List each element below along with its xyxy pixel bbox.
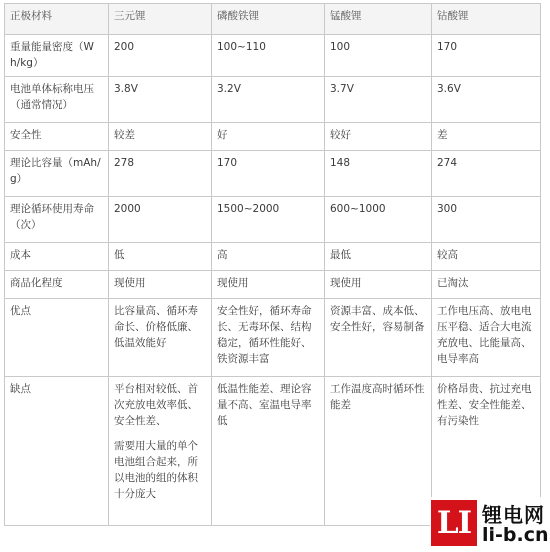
table-cell: 资源丰富、成本低、安全性好，容易制备 bbox=[325, 299, 432, 377]
table-cell: 较高 bbox=[432, 243, 541, 271]
battery-comparison-table bbox=[4, 3, 541, 526]
table-cell: 已淘汰 bbox=[432, 271, 541, 299]
table-cell: 3.8V bbox=[109, 77, 212, 123]
header-cell: 三元锂 bbox=[109, 4, 212, 35]
table-row bbox=[5, 299, 541, 377]
table-cell: 安全性好，循环寿命长、无毒环保、结构稳定，循环性能好、铁资源丰富 bbox=[212, 299, 325, 377]
table-cell: 200 bbox=[109, 35, 212, 77]
table-cell: 低温性能差、理论容量不高、室温电导率低 bbox=[212, 377, 325, 526]
logo-badge: LI bbox=[431, 500, 477, 546]
table-cell: 300 bbox=[432, 197, 541, 243]
table-row bbox=[5, 77, 541, 123]
table-row bbox=[5, 243, 541, 271]
table-cell: 现使用 bbox=[212, 271, 325, 299]
cell-paragraph: 需要用大量的单个电池组合起来，所以电池的组的体积十分庞大 bbox=[114, 440, 198, 500]
row-label-cell: 商品化程度 bbox=[5, 271, 109, 299]
row-label-cell: 优点 bbox=[5, 299, 109, 377]
header-cell: 锰酸锂 bbox=[325, 4, 432, 35]
row-label-cell: 重量能量密度（Wh/kg） bbox=[5, 35, 109, 77]
header-cell: 正极材料 bbox=[5, 4, 109, 35]
table-cell: 600~1000 bbox=[325, 197, 432, 243]
table-cell: 3.6V bbox=[432, 77, 541, 123]
row-label-cell: 安全性 bbox=[5, 123, 109, 151]
table-cell: 170 bbox=[432, 35, 541, 77]
row-label-cell: 成本 bbox=[5, 243, 109, 271]
table-cell: 现使用 bbox=[109, 271, 212, 299]
row-label-cell: 理论比容量（mAh/g） bbox=[5, 151, 109, 197]
table-cell: 价格昂贵、抗过充电性差、安全性能差、有污染性 bbox=[432, 377, 541, 526]
table-cell bbox=[109, 377, 212, 526]
table-header-row bbox=[5, 4, 541, 35]
table-cell: 148 bbox=[325, 151, 432, 197]
row-label-cell: 理论循环使用寿命（次） bbox=[5, 197, 109, 243]
table-cell: 100 bbox=[325, 35, 432, 77]
header-cell: 钴酸锂 bbox=[432, 4, 541, 35]
table-cell: 较差 bbox=[109, 123, 212, 151]
table-cell: 好 bbox=[212, 123, 325, 151]
table-cell: 2000 bbox=[109, 197, 212, 243]
table-cell: 最低 bbox=[325, 243, 432, 271]
table-cell: 高 bbox=[212, 243, 325, 271]
row-label-cell: 缺点 bbox=[5, 377, 109, 526]
header-cell: 磷酸铁锂 bbox=[212, 4, 325, 35]
table-row bbox=[5, 151, 541, 197]
table-cell: 低 bbox=[109, 243, 212, 271]
table-cell: 3.7V bbox=[325, 77, 432, 123]
logo-site-name: 锂电网 bbox=[482, 503, 545, 527]
table-cell: 274 bbox=[432, 151, 541, 197]
site-watermark-logo bbox=[430, 497, 548, 550]
row-label-cell: 电池单体标称电压（通常情况） bbox=[5, 77, 109, 123]
table-cell: 比容量高、循环寿命长、价格低廉、低温效能好 bbox=[109, 299, 212, 377]
table-cell: 3.2V bbox=[212, 77, 325, 123]
table-row bbox=[5, 197, 541, 243]
table-cell: 差 bbox=[432, 123, 541, 151]
logo-domain: li-b.cn bbox=[482, 524, 549, 546]
table-cell: 1500~2000 bbox=[212, 197, 325, 243]
table-cell: 现使用 bbox=[325, 271, 432, 299]
table-cell: 工作电压高、放电电压平稳、适合大电流充放电、比能量高、电导率高 bbox=[432, 299, 541, 377]
table-cell: 较好 bbox=[325, 123, 432, 151]
cell-paragraph: 平台相对较低、首次充放电效率低、安全性差、 bbox=[114, 383, 198, 427]
table-cell: 100~110 bbox=[212, 35, 325, 77]
table-row bbox=[5, 123, 541, 151]
table-cell: 278 bbox=[109, 151, 212, 197]
table-row bbox=[5, 271, 541, 299]
table-cell: 170 bbox=[212, 151, 325, 197]
table-cell: 工作温度高时循环性能差 bbox=[325, 377, 432, 526]
table-row bbox=[5, 35, 541, 77]
